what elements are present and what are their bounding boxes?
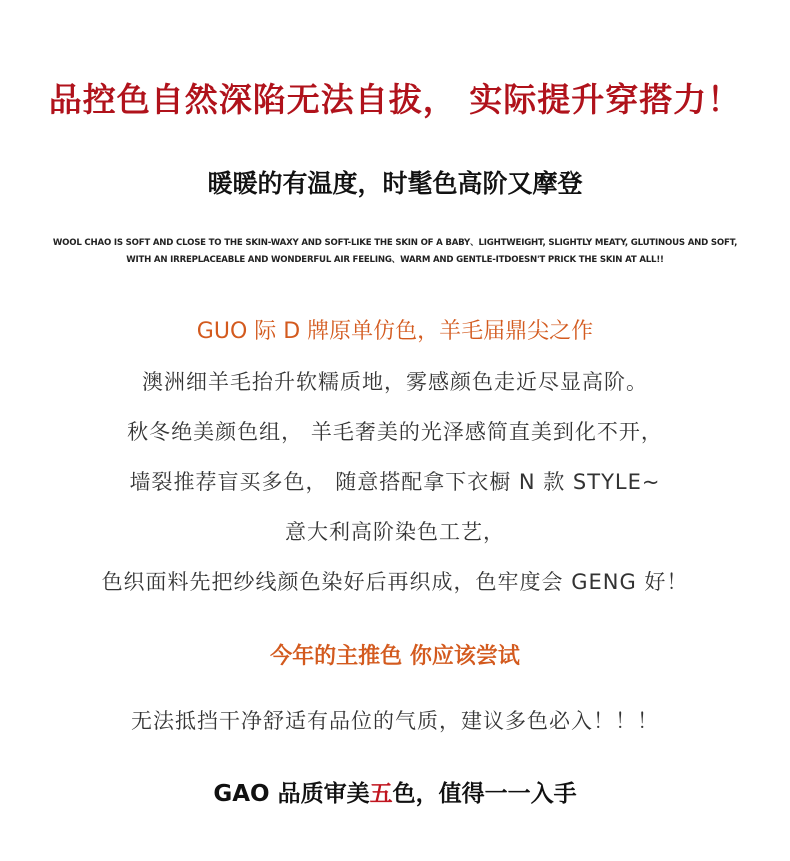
closing-text-before: GAO 品质审美 <box>213 781 370 807</box>
advice-text: 无法抵挡干净舒适有品位的气质，建议多色必入！！！ <box>131 709 659 733</box>
body-line-color-group: 秋冬绝美颜色组， 羊毛奢美的光泽感简直美到化不开， <box>127 420 663 444</box>
section-title: GUO 际 D 牌原单仿色，羊毛届鼎尖之作 <box>196 319 594 344</box>
recommend-heading: 今年的主推色 你应该尝试 <box>270 644 520 669</box>
body-line-wool-texture: 澳洲细羊毛抬升软糯质地，雾感颜色走近尽显高阶。 <box>142 370 648 394</box>
closing-text-after: 色，值得一一入手 <box>392 781 577 807</box>
body-line-dye-craft: 意大利高阶染色工艺， <box>285 520 505 544</box>
closing-line <box>0 775 790 808</box>
english-description-line-2: WITH AN IRREPLACEABLE AND WONDERFUL AIR FEELING、WARM AND GENTLE-ITDOESN'T PRICK THE SKIN AT ALL!! <box>126 255 664 265</box>
headline: 品控色自然深陷无法自拔， 实际提升穿搭力！ <box>48 80 742 119</box>
body-line-recommend-multiple: 墙裂推荐盲买多色， 随意搭配拿下衣橱 N 款 STYLE~ <box>129 470 661 494</box>
closing-accent-five: 五 <box>369 781 393 807</box>
subheadline: 暖暖的有温度，时髦色高阶又摩登 <box>207 169 583 198</box>
english-description-line-1: WOOL CHAO IS SOFT AND CLOSE TO THE SKIN-WAXY AND SOFT-LIKE THE SKIN OF A BABY、LIGHTWEIGHT, SLIGHTLY MEATY, GLUTINOUS AND SOFT, <box>52 238 738 248</box>
body-line-yarn-dyed: 色织面料先把纱线颜色染好后再织成，色牢度会 GENG 好！ <box>101 570 689 594</box>
